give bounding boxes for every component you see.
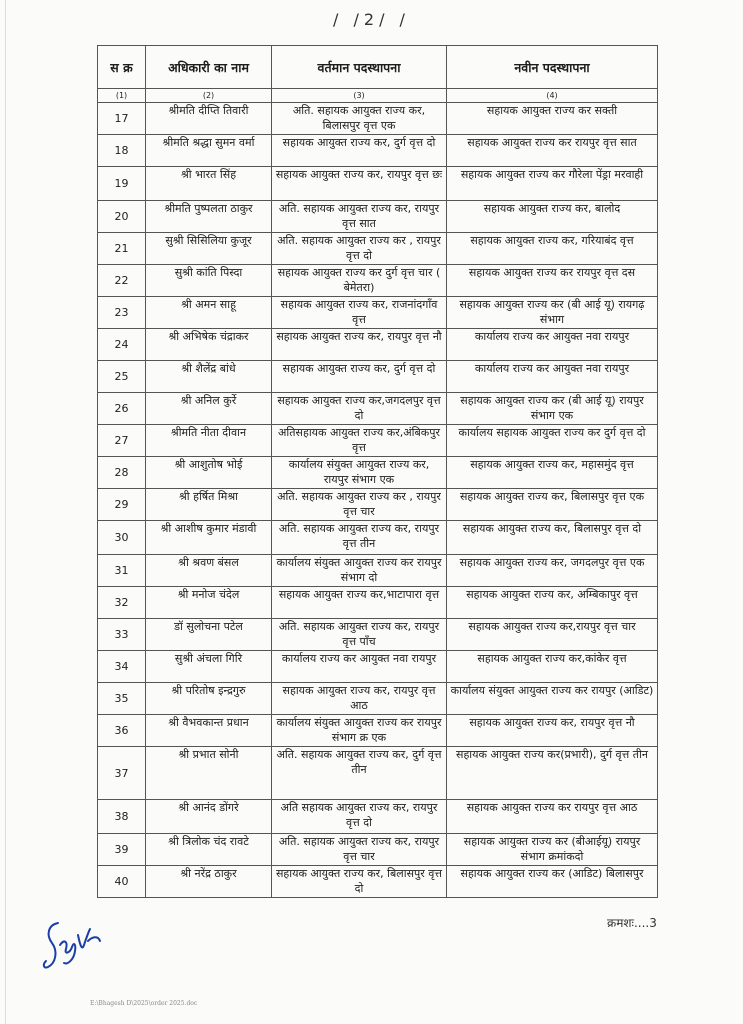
row-officer-name: श्री नरेंद्र ठाकुर bbox=[146, 866, 272, 898]
row-sno: 24 bbox=[98, 329, 146, 361]
row-officer-name: श्री अनिल कुर्रे bbox=[146, 393, 272, 425]
row-current-posting: सहायक आयुक्त राज्य कर,भाटापारा वृत्त bbox=[272, 587, 447, 619]
table-row bbox=[98, 103, 658, 135]
row-current-posting: अति. सहायक आयुक्त राज्य कर, रायपुर वृत्त तीन bbox=[272, 521, 447, 555]
row-current-posting: कार्यालय संयुक्त आयुक्त राज्य कर रायपुर संभाग दो bbox=[272, 555, 447, 587]
row-sno: 36 bbox=[98, 715, 146, 747]
row-officer-name: श्री आनंद डोंगरे bbox=[146, 800, 272, 834]
row-new-posting: सहायक आयुक्त राज्य कर रायपुर वृत्त सात bbox=[447, 135, 658, 167]
row-sno: 21 bbox=[98, 233, 146, 265]
row-new-posting: कार्यालय राज्य कर आयुक्त नवा रायपुर bbox=[447, 329, 658, 361]
table-row bbox=[98, 555, 658, 587]
continuation-note: क्रमशः....3 bbox=[607, 916, 657, 930]
row-sno: 40 bbox=[98, 866, 146, 898]
row-sno: 35 bbox=[98, 683, 146, 715]
table-row bbox=[98, 619, 658, 651]
file-path: E:\Bhagesh D\2025\order 2025.doc bbox=[90, 1000, 198, 1007]
table-row bbox=[98, 651, 658, 683]
col-num: (4) bbox=[447, 89, 658, 103]
row-sno: 29 bbox=[98, 489, 146, 521]
row-current-posting: सहायक आयुक्त राज्य कर, बिलासपुर वृत्त दो bbox=[272, 866, 447, 898]
row-new-posting: सहायक आयुक्त राज्य कर सक्ती bbox=[447, 103, 658, 135]
table-row bbox=[98, 297, 658, 329]
row-officer-name: सुश्री कांति पिस्दा bbox=[146, 265, 272, 297]
header-row bbox=[98, 46, 658, 89]
row-sno: 25 bbox=[98, 361, 146, 393]
row-current-posting: सहायक आयुक्त राज्य कर दुर्ग वृत्त चार ( बेमेतरा) bbox=[272, 265, 447, 297]
table-row bbox=[98, 587, 658, 619]
row-sno: 22 bbox=[98, 265, 146, 297]
table-row bbox=[98, 233, 658, 265]
row-new-posting: सहायक आयुक्त राज्य कर, बालोद bbox=[447, 201, 658, 233]
row-sno: 39 bbox=[98, 834, 146, 866]
row-officer-name: श्रीमति नीता दीवान bbox=[146, 425, 272, 457]
header-sno: स क्र bbox=[98, 46, 146, 89]
row-current-posting: सहायक आयुक्त राज्य कर, रायपुर वृत्त आठ bbox=[272, 683, 447, 715]
row-officer-name: श्री श्रवण बंसल bbox=[146, 555, 272, 587]
table-row bbox=[98, 135, 658, 167]
row-officer-name: श्री आशुतोष भोई bbox=[146, 457, 272, 489]
row-new-posting: सहायक आयुक्त राज्य कर,कांकेर वृत्त bbox=[447, 651, 658, 683]
row-sno: 18 bbox=[98, 135, 146, 167]
row-officer-name: डॉ सुलोचना पटेल bbox=[146, 619, 272, 651]
table-row bbox=[98, 457, 658, 489]
row-officer-name: श्री शैलेंद्र बांधे bbox=[146, 361, 272, 393]
row-new-posting: कार्यालय संयुक्त आयुक्त राज्य कर रायपुर (आडिट) bbox=[447, 683, 658, 715]
page-number: / /2/ / bbox=[333, 10, 410, 29]
row-officer-name: श्री अभिषेक चंद्राकर bbox=[146, 329, 272, 361]
row-officer-name: श्रीमति दीप्ति तिवारी bbox=[146, 103, 272, 135]
row-current-posting: सहायक आयुक्त राज्य कर,जगदलपुर वृत्त दो bbox=[272, 393, 447, 425]
row-current-posting: अति. सहायक आयुक्त राज्य कर , रायपुर वृत्त चार bbox=[272, 489, 447, 521]
table-row bbox=[98, 393, 658, 425]
row-new-posting: कार्यालय राज्य कर आयुक्त नवा रायपुर bbox=[447, 361, 658, 393]
row-sno: 26 bbox=[98, 393, 146, 425]
col-num: (2) bbox=[146, 89, 272, 103]
row-new-posting: सहायक आयुक्त राज्य कर(प्रभारी), दुर्ग वृत्त तीन bbox=[447, 747, 658, 800]
col-num: (1) bbox=[98, 89, 146, 103]
row-officer-name: श्री आशीष कुमार मंडावी bbox=[146, 521, 272, 555]
row-new-posting: सहायक आयुक्त राज्य कर, रायपुर वृत्त नौ bbox=[447, 715, 658, 747]
table-row bbox=[98, 329, 658, 361]
column-number-row bbox=[98, 89, 658, 103]
header-current-posting: वर्तमान पदस्थापना bbox=[272, 46, 447, 89]
row-current-posting: अति. सहायक आयुक्त राज्य कर, रायपुर वृत्त पाँच bbox=[272, 619, 447, 651]
row-officer-name: सुश्री अंचला गिरि bbox=[146, 651, 272, 683]
row-sno: 17 bbox=[98, 103, 146, 135]
row-new-posting: सहायक आयुक्त राज्य कर, गरियाबंद वृत्त bbox=[447, 233, 658, 265]
row-new-posting: सहायक आयुक्त राज्य कर,रायपुर वृत्त चार bbox=[447, 619, 658, 651]
row-current-posting: अति. सहायक आयुक्त राज्य कर, बिलासपुर वृत्त एक bbox=[272, 103, 447, 135]
table-row bbox=[98, 834, 658, 866]
row-current-posting: अति. सहायक आयुक्त राज्य कर , रायपुर वृत्त दो bbox=[272, 233, 447, 265]
row-new-posting: सहायक आयुक्त राज्य कर (बी आई यू) रायगढ़ संभाग bbox=[447, 297, 658, 329]
table-row bbox=[98, 167, 658, 201]
page-edge bbox=[5, 0, 6, 1024]
row-sno: 38 bbox=[98, 800, 146, 834]
row-sno: 37 bbox=[98, 747, 146, 800]
row-new-posting: सहायक आयुक्त राज्य कर, बिलासपुर वृत्त दो bbox=[447, 521, 658, 555]
row-current-posting: सहायक आयुक्त राज्य कर, दुर्ग वृत्त दो bbox=[272, 135, 447, 167]
row-officer-name: श्रीमति पुष्पलता ठाकुर bbox=[146, 201, 272, 233]
row-new-posting: सहायक आयुक्त राज्य कर गौरेला पेंड्रा मरवाही bbox=[447, 167, 658, 201]
row-current-posting: कार्यालय संयुक्त आयुक्त राज्य कर, रायपुर संभाग एक bbox=[272, 457, 447, 489]
row-current-posting: अति. सहायक आयुक्त राज्य कर, रायपुर वृत्त चार bbox=[272, 834, 447, 866]
row-sno: 28 bbox=[98, 457, 146, 489]
row-current-posting: अतिसहायक आयुक्त राज्य कर,अंबिकपुर वृत्त bbox=[272, 425, 447, 457]
row-sno: 23 bbox=[98, 297, 146, 329]
row-officer-name: श्रीमति श्रद्धा सुमन वर्मा bbox=[146, 135, 272, 167]
table-row bbox=[98, 715, 658, 747]
row-new-posting: सहायक आयुक्त राज्य कर रायपुर वृत्त दस bbox=[447, 265, 658, 297]
row-new-posting: सहायक आयुक्त राज्य कर (आडिट) बिलासपुर bbox=[447, 866, 658, 898]
row-sno: 30 bbox=[98, 521, 146, 555]
row-sno: 31 bbox=[98, 555, 146, 587]
row-current-posting: सहायक आयुक्त राज्य कर, राजनांदगाँव वृत्त bbox=[272, 297, 447, 329]
row-current-posting: अति. सहायक आयुक्त राज्य कर, दुर्ग वृत्त तीन bbox=[272, 747, 447, 800]
row-new-posting: सहायक आयुक्त राज्य कर, अम्बिकापुर वृत्त bbox=[447, 587, 658, 619]
row-sno: 27 bbox=[98, 425, 146, 457]
col-num: (3) bbox=[272, 89, 447, 103]
row-new-posting: सहायक आयुक्त राज्य कर रायपुर वृत्त आठ bbox=[447, 800, 658, 834]
row-current-posting: सहायक आयुक्त राज्य कर, रायपुर वृत्त नौ bbox=[272, 329, 447, 361]
header-new-posting: नवीन पदस्थापना bbox=[447, 46, 658, 89]
row-officer-name: श्री त्रिलोक चंद रावटे bbox=[146, 834, 272, 866]
row-officer-name: श्री मनोज चंदेल bbox=[146, 587, 272, 619]
table-row bbox=[98, 747, 658, 800]
row-sno: 33 bbox=[98, 619, 146, 651]
row-sno: 19 bbox=[98, 167, 146, 201]
row-sno: 20 bbox=[98, 201, 146, 233]
row-current-posting: सहायक आयुक्त राज्य कर, रायपुर वृत्त छः bbox=[272, 167, 447, 201]
header-officer-name: अधिकारी का नाम bbox=[146, 46, 272, 89]
row-current-posting: कार्यालय राज्य कर आयुक्त नवा रायपुर bbox=[272, 651, 447, 683]
row-new-posting: सहायक आयुक्त राज्य कर, जगदलपुर वृत्त एक bbox=[447, 555, 658, 587]
row-officer-name: श्री प्रभात सोनी bbox=[146, 747, 272, 800]
row-sno: 34 bbox=[98, 651, 146, 683]
row-current-posting: कार्यालय संयुक्त आयुक्त राज्य कर रायपुर संभाग क्र एक bbox=[272, 715, 447, 747]
row-new-posting: सहायक आयुक्त राज्य कर, बिलासपुर वृत्त एक bbox=[447, 489, 658, 521]
row-officer-name: श्री परितोष इन्द्रगुरु bbox=[146, 683, 272, 715]
row-sno: 32 bbox=[98, 587, 146, 619]
row-new-posting: सहायक आयुक्त राज्य कर (बी आई यू) रायपुर संभाग एक bbox=[447, 393, 658, 425]
table-row bbox=[98, 425, 658, 457]
table-row bbox=[98, 201, 658, 233]
row-officer-name: सुश्री सिसिलिया कुजूर bbox=[146, 233, 272, 265]
row-officer-name: श्री भारत सिंह bbox=[146, 167, 272, 201]
transfer-table bbox=[97, 45, 658, 898]
table-row bbox=[98, 683, 658, 715]
signature bbox=[38, 905, 108, 975]
table-row bbox=[98, 361, 658, 393]
table-row bbox=[98, 521, 658, 555]
row-new-posting: सहायक आयुक्त राज्य कर, महासमुंद वृत्त bbox=[447, 457, 658, 489]
row-new-posting: सहायक आयुक्त राज्य कर (बीआईयू) रायपुर संभाग क्रमांकदो bbox=[447, 834, 658, 866]
row-officer-name: श्री हर्षित मिश्रा bbox=[146, 489, 272, 521]
row-officer-name: श्री अमन साहू bbox=[146, 297, 272, 329]
table-row bbox=[98, 489, 658, 521]
table-row bbox=[98, 800, 658, 834]
row-officer-name: श्री वैभवकान्त प्रधान bbox=[146, 715, 272, 747]
row-current-posting: अति. सहायक आयुक्त राज्य कर, रायपुर वृत्त सात bbox=[272, 201, 447, 233]
table-row bbox=[98, 866, 658, 898]
table-body bbox=[98, 103, 658, 898]
row-current-posting: अति सहायक आयुक्त राज्य कर, रायपुर वृत्त दो bbox=[272, 800, 447, 834]
row-current-posting: सहायक आयुक्त राज्य कर, दुर्ग वृत्त दो bbox=[272, 361, 447, 393]
row-new-posting: कार्यालय सहायक आयुक्त राज्य कर दुर्ग वृत्त दो bbox=[447, 425, 658, 457]
table-row bbox=[98, 265, 658, 297]
